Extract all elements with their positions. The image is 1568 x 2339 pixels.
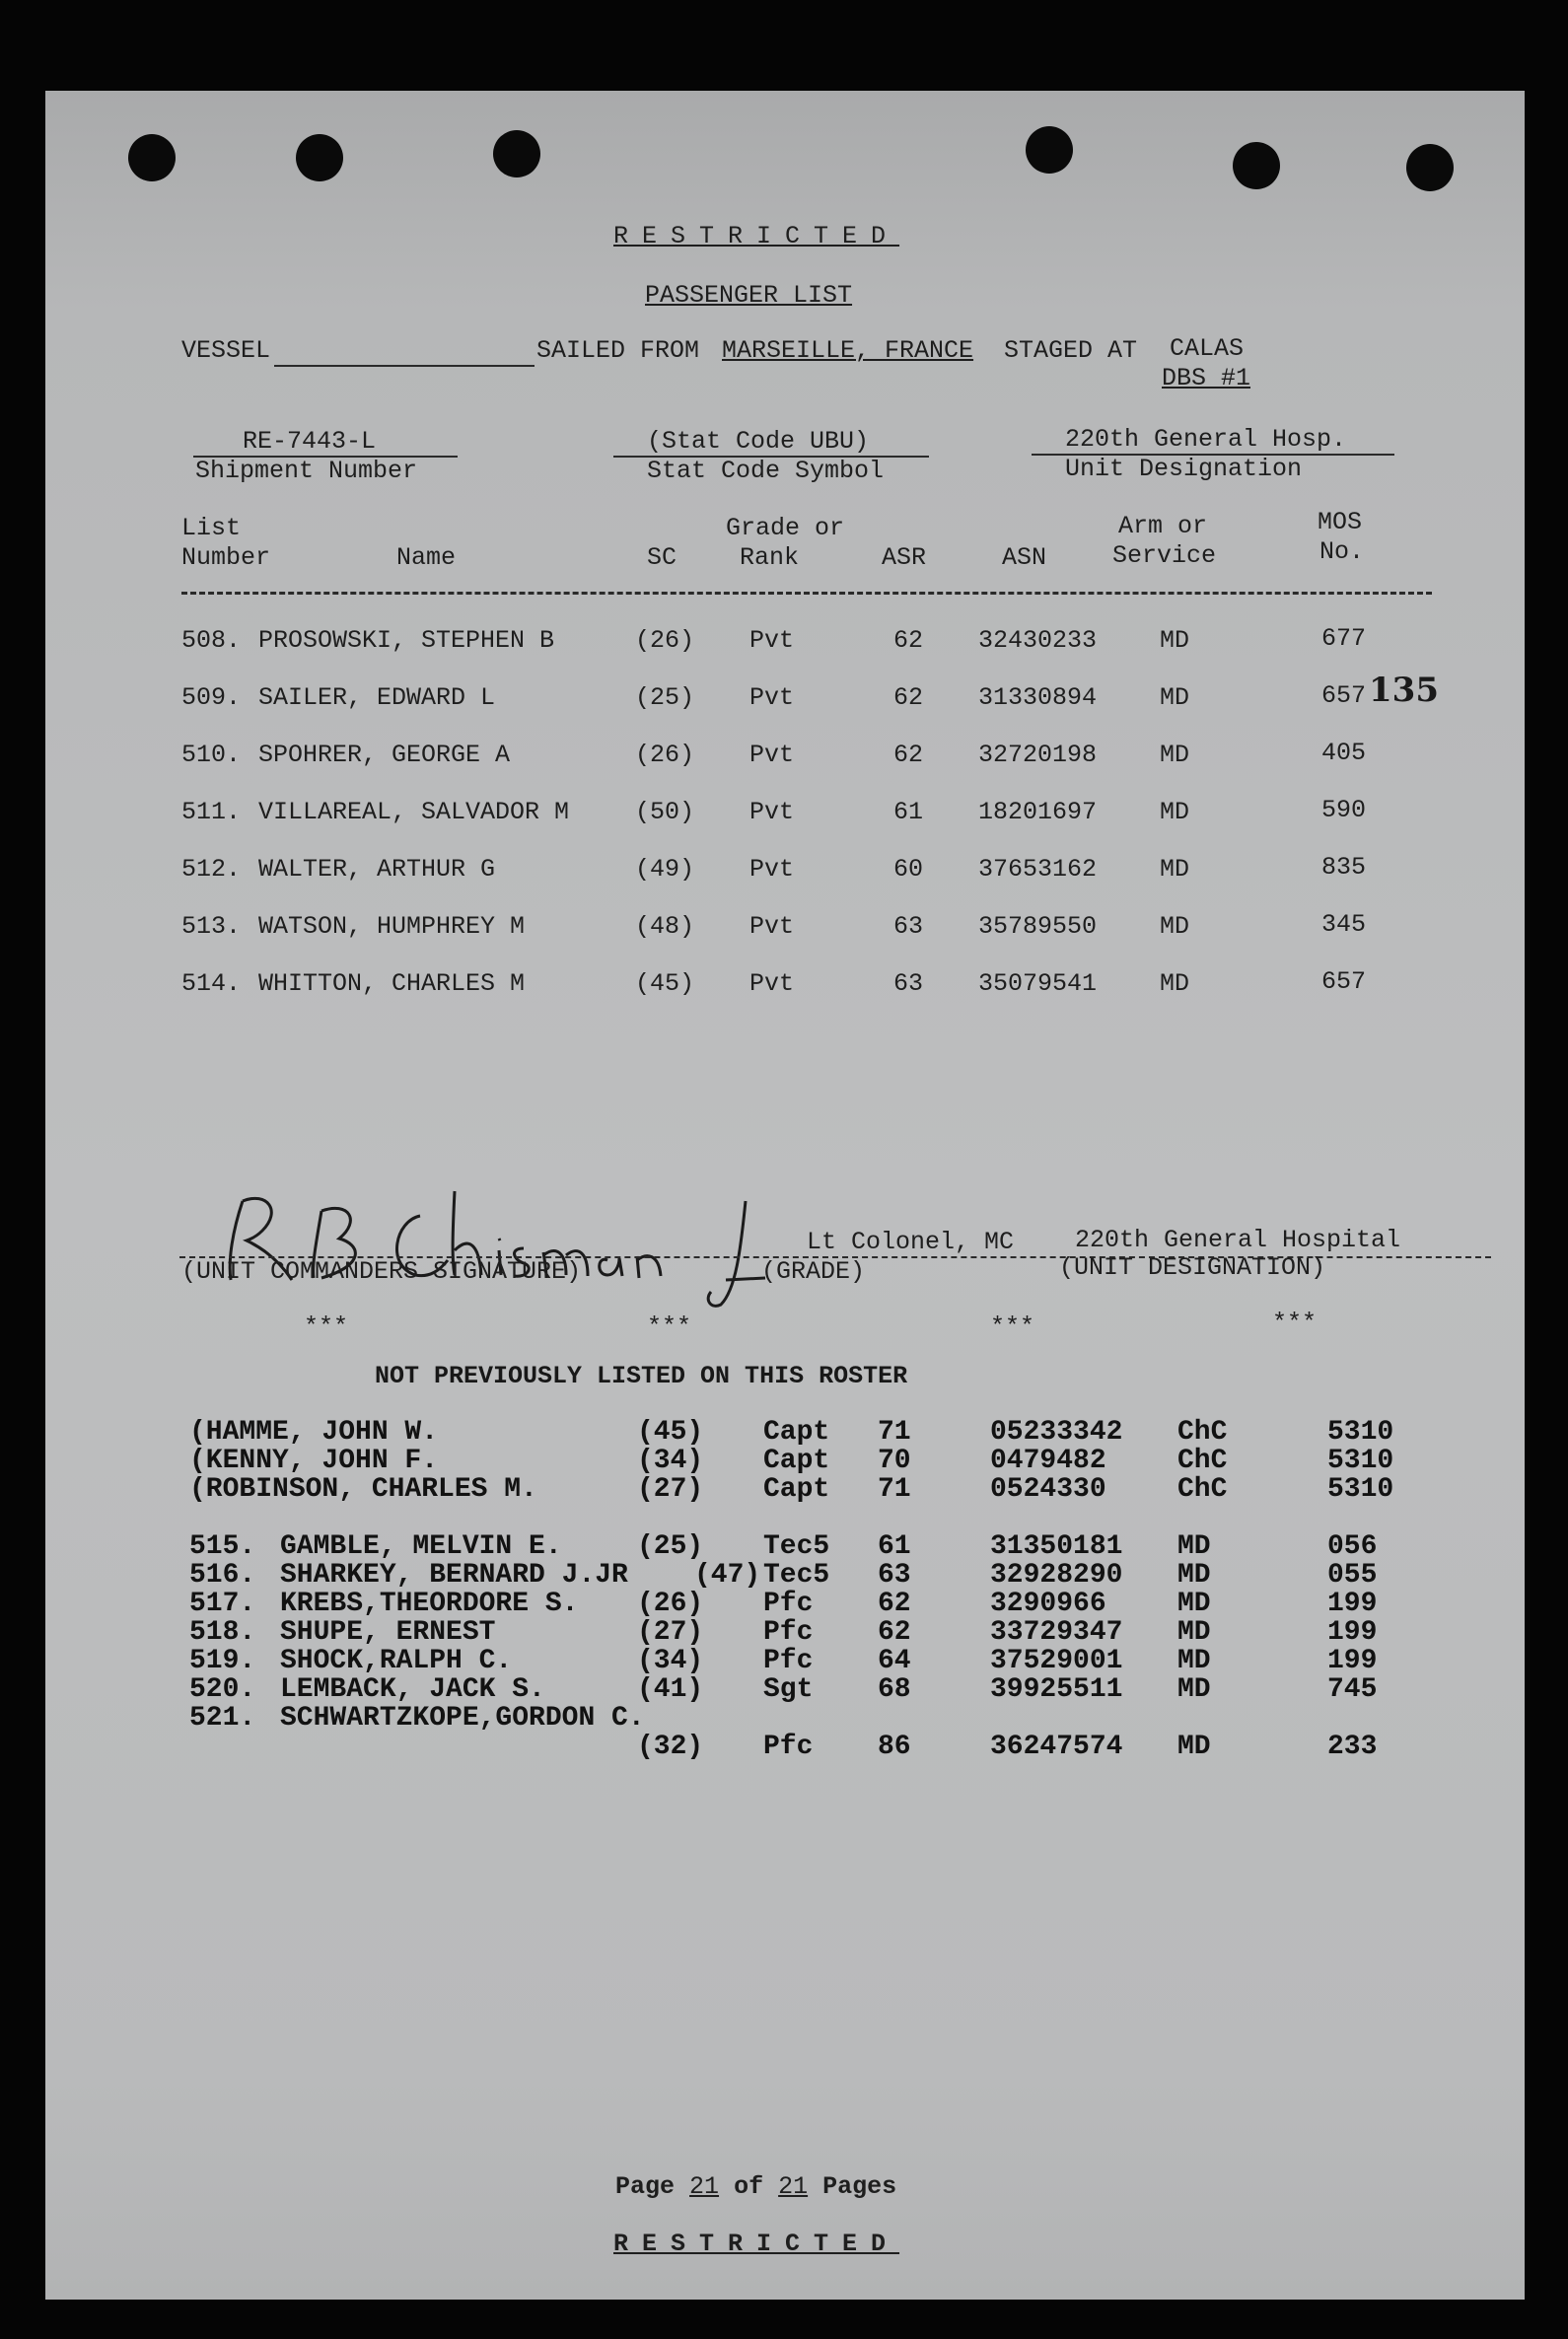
grade-value: Capt xyxy=(763,1446,830,1476)
grade-label: (GRADE) xyxy=(761,1257,866,1286)
asn-value: 31330894 xyxy=(978,683,1098,712)
punch-hole xyxy=(493,130,540,177)
asr-value: 64 xyxy=(878,1646,911,1676)
col-grade-1: Grade or xyxy=(726,514,845,542)
list-number: 517. xyxy=(189,1589,256,1619)
punch-hole xyxy=(128,134,176,181)
sc-value: (25) xyxy=(635,683,695,712)
not-listed-title: NOT PREVIOUSLY LISTED ON THIS ROSTER xyxy=(375,1362,908,1390)
of-word: of xyxy=(734,2172,764,2201)
passenger-name: SPOHRER, GEORGE A xyxy=(258,741,511,769)
page-number: 21 xyxy=(689,2172,720,2201)
arm-value: MD xyxy=(1177,1531,1211,1562)
asr-value: 71 xyxy=(878,1474,911,1505)
asr-value: 71 xyxy=(878,1417,911,1448)
unit-designation-label: Unit Designation xyxy=(1065,455,1303,483)
mos-value: 590 xyxy=(1321,796,1367,824)
mos-value: 199 xyxy=(1327,1646,1378,1676)
asr-value: 62 xyxy=(893,626,924,655)
grade-value: Pvt xyxy=(749,798,795,826)
arm-value: MD xyxy=(1177,1589,1211,1619)
arm-value: MD xyxy=(1160,683,1190,712)
signature-label: (UNIT COMMANDERS SIGNATURE) xyxy=(181,1257,582,1286)
page-counter xyxy=(615,2173,896,2201)
chaplain-name: (HAMME, JOHN W. xyxy=(189,1417,439,1448)
arm-value: MD xyxy=(1160,626,1190,655)
arm-value: MD xyxy=(1160,798,1190,826)
shipment-number-label: Shipment Number xyxy=(195,457,418,485)
arm-value: ChC xyxy=(1177,1474,1228,1505)
sc-value: (50) xyxy=(635,798,695,826)
grade-value: Pvt xyxy=(749,969,795,998)
grade-value: Pfc xyxy=(763,1617,814,1648)
list-number: 519. xyxy=(189,1646,256,1676)
passenger-name: SCHWARTZKOPE,GORDON C. xyxy=(280,1703,645,1734)
asr-value: 62 xyxy=(878,1617,911,1648)
asr-value: 63 xyxy=(893,912,924,941)
list-number: 516. xyxy=(189,1560,256,1591)
chaplain-name: (ROBINSON, CHARLES M. xyxy=(189,1474,537,1505)
staged-at: CALAS xyxy=(1170,334,1245,363)
arm-value: MD xyxy=(1160,969,1190,998)
sc-value: (26) xyxy=(637,1589,704,1619)
asn-value: 31350181 xyxy=(990,1531,1123,1562)
mos-value: 5310 xyxy=(1327,1474,1394,1505)
pages-word: Pages xyxy=(822,2172,897,2201)
grade-value: Pfc xyxy=(763,1589,814,1619)
asn-value: 35789550 xyxy=(978,912,1098,941)
mos-value: 677 xyxy=(1321,624,1367,653)
list-number: 511. xyxy=(181,798,242,826)
asr-value: 61 xyxy=(878,1531,911,1562)
mos-value: 199 xyxy=(1327,1617,1378,1648)
page-word: Page xyxy=(615,2172,676,2201)
separator: *** xyxy=(304,1312,349,1341)
asn-value: 32928290 xyxy=(990,1560,1123,1591)
asr-value: 61 xyxy=(893,798,924,826)
list-number: 510. xyxy=(181,741,242,769)
passenger-name: WHITTON, CHARLES M xyxy=(258,969,526,998)
list-number: 509. xyxy=(181,683,242,712)
passenger-name: PROSOWSKI, STEPHEN B xyxy=(258,626,555,655)
staged-label: STAGED AT xyxy=(1004,336,1138,365)
col-asn: ASN xyxy=(1002,543,1047,572)
stat-code-label: Stat Code Symbol xyxy=(647,457,885,485)
arm-value: ChC xyxy=(1177,1446,1228,1476)
mos-value: 745 xyxy=(1327,1674,1378,1705)
punch-hole xyxy=(1026,126,1073,174)
sc-value: (45) xyxy=(637,1417,704,1448)
arm-value: MD xyxy=(1177,1560,1211,1591)
asn-value: 35079541 xyxy=(978,969,1098,998)
sc-value: (27) xyxy=(637,1474,704,1505)
sc-value: (32) xyxy=(637,1732,704,1762)
shipment-number: RE-7443-L xyxy=(243,427,377,456)
asn-value: 18201697 xyxy=(978,798,1098,826)
separator: *** xyxy=(647,1312,692,1341)
sc-value: (34) xyxy=(637,1646,704,1676)
separator: *** xyxy=(990,1312,1035,1341)
list-number: 512. xyxy=(181,855,242,884)
punch-hole xyxy=(1406,144,1454,191)
asr-value: 86 xyxy=(878,1732,911,1762)
col-sc: SC xyxy=(647,543,677,572)
sc-value: (26) xyxy=(635,626,695,655)
restricted-footer: RESTRICTED xyxy=(613,2230,900,2258)
grade-value: Tec5 xyxy=(763,1560,830,1591)
passenger-name: SAILER, EDWARD L xyxy=(258,683,496,712)
asn-value: 37653162 xyxy=(978,855,1098,884)
list-number: 520. xyxy=(189,1674,256,1705)
vessel-label: VESSEL xyxy=(181,336,271,365)
asn-value: 39925511 xyxy=(990,1674,1123,1705)
passenger-name: LEMBACK, JACK S. xyxy=(280,1674,545,1705)
asr-value: 68 xyxy=(878,1674,911,1705)
list-number: 521. xyxy=(189,1703,256,1734)
passenger-name: KREBS,THEORDORE S. xyxy=(280,1589,579,1619)
stamped-number: 135 xyxy=(1369,671,1439,710)
page-total: 21 xyxy=(778,2172,809,2201)
list-number: 508. xyxy=(181,626,242,655)
asr-value: 70 xyxy=(878,1446,911,1476)
grade-value: Capt xyxy=(763,1417,830,1448)
asr-value: 63 xyxy=(878,1560,911,1591)
list-number: 515. xyxy=(189,1531,256,1562)
grade-value: Tec5 xyxy=(763,1531,830,1562)
mos-value: 345 xyxy=(1321,910,1367,939)
punch-hole xyxy=(1233,142,1280,189)
header-dashed-rule xyxy=(181,592,1432,595)
asn-value: 36247574 xyxy=(990,1732,1123,1762)
sailed-from: MARSEILLE, FRANCE xyxy=(722,336,974,365)
grade-value: Pfc xyxy=(763,1646,814,1676)
restricted-header: RESTRICTED xyxy=(613,222,900,250)
grade-value: Pfc xyxy=(763,1732,814,1762)
mos-value: 5310 xyxy=(1327,1417,1394,1448)
col-mos-2: No. xyxy=(1319,537,1365,566)
dbs-number: DBS #1 xyxy=(1162,364,1251,392)
passenger-name: SHOCK,RALPH C. xyxy=(280,1646,513,1676)
col-asr: ASR xyxy=(882,543,927,572)
asr-value: 62 xyxy=(893,683,924,712)
signature-grade: Lt Colonel, MC xyxy=(807,1228,1015,1256)
unit-label: (UNIT DESIGNATION) xyxy=(1059,1253,1326,1282)
col-grade-2: Rank xyxy=(740,543,800,572)
asn-value: 3290966 xyxy=(990,1589,1106,1619)
signature-unit: 220th General Hospital xyxy=(1075,1226,1401,1254)
mos-value: 5310 xyxy=(1327,1446,1394,1476)
grade-value: Pvt xyxy=(749,912,795,941)
passenger-name: VILLAREAL, SALVADOR M xyxy=(258,798,570,826)
passenger-name: WALTER, ARTHUR G xyxy=(258,855,496,884)
arm-value: MD xyxy=(1177,1674,1211,1705)
mos-value: 233 xyxy=(1327,1732,1378,1762)
asn-value: 32430233 xyxy=(978,626,1098,655)
punch-hole xyxy=(296,134,343,181)
col-name: Name xyxy=(396,543,457,572)
asr-value: 63 xyxy=(893,969,924,998)
asr-value: 62 xyxy=(878,1589,911,1619)
sc-value: (27) xyxy=(637,1617,704,1648)
col-arm-1: Arm or xyxy=(1118,512,1208,540)
list-number: 513. xyxy=(181,912,242,941)
arm-value: MD xyxy=(1160,741,1190,769)
grade-value: Sgt xyxy=(763,1674,814,1705)
asr-value: 60 xyxy=(893,855,924,884)
document-page xyxy=(45,91,1525,2300)
mos-value: 657 xyxy=(1321,967,1367,996)
sc-value: (41) xyxy=(637,1674,704,1705)
sc-value: (34) xyxy=(637,1446,704,1476)
col-list-1: List xyxy=(181,514,242,542)
arm-value: MD xyxy=(1177,1617,1211,1648)
mos-value: 199 xyxy=(1327,1589,1378,1619)
list-number: 514. xyxy=(181,969,242,998)
col-list-2: Number xyxy=(181,543,271,572)
arm-value: MD xyxy=(1160,855,1190,884)
asr-value: 62 xyxy=(893,741,924,769)
col-mos-1: MOS xyxy=(1318,508,1363,536)
sc-value: (47) xyxy=(694,1560,761,1591)
asn-value: 37529001 xyxy=(990,1646,1123,1676)
mos-value: 657 xyxy=(1321,681,1367,710)
mos-value: 835 xyxy=(1321,853,1367,882)
passenger-name: WATSON, HUMPHREY M xyxy=(258,912,526,941)
mos-value: 405 xyxy=(1321,739,1367,767)
document-title: PASSENGER LIST xyxy=(645,281,853,310)
stat-code: (Stat Code UBU) xyxy=(647,427,870,456)
signature-text xyxy=(193,1254,203,1255)
col-arm-2: Service xyxy=(1112,541,1217,570)
asn-value: 33729347 xyxy=(990,1617,1123,1648)
arm-value: MD xyxy=(1177,1646,1211,1676)
mos-value: 056 xyxy=(1327,1531,1378,1562)
grade-value: Pvt xyxy=(749,855,795,884)
sc-value: (25) xyxy=(637,1531,704,1562)
mos-value: 055 xyxy=(1327,1560,1378,1591)
asn-value: 32720198 xyxy=(978,741,1098,769)
list-number: 518. xyxy=(189,1617,256,1648)
sc-value: (48) xyxy=(635,912,695,941)
grade-value: Pvt xyxy=(749,741,795,769)
asn-value: 0479482 xyxy=(990,1446,1106,1476)
arm-value: MD xyxy=(1177,1732,1211,1762)
sc-value: (49) xyxy=(635,855,695,884)
sc-value: (45) xyxy=(635,969,695,998)
asn-value: 0524330 xyxy=(990,1474,1106,1505)
vessel-blank-line xyxy=(274,365,535,367)
passenger-name: SHUPE, ERNEST xyxy=(280,1617,496,1648)
passenger-name: SHARKEY, BERNARD J.JR xyxy=(280,1560,628,1591)
arm-value: MD xyxy=(1160,912,1190,941)
chaplain-name: (KENNY, JOHN F. xyxy=(189,1446,439,1476)
separator: *** xyxy=(1272,1309,1318,1337)
grade-value: Pvt xyxy=(749,683,795,712)
sc-value: (26) xyxy=(635,741,695,769)
passenger-name: GAMBLE, MELVIN E. xyxy=(280,1531,562,1562)
asn-value: 05233342 xyxy=(990,1417,1123,1448)
handwritten-signature xyxy=(174,1162,805,1310)
arm-value: ChC xyxy=(1177,1417,1228,1448)
grade-value: Pvt xyxy=(749,626,795,655)
sailed-label: SAILED FROM xyxy=(536,336,700,365)
grade-value: Capt xyxy=(763,1474,830,1505)
unit-designation: 220th General Hosp. xyxy=(1065,425,1347,454)
